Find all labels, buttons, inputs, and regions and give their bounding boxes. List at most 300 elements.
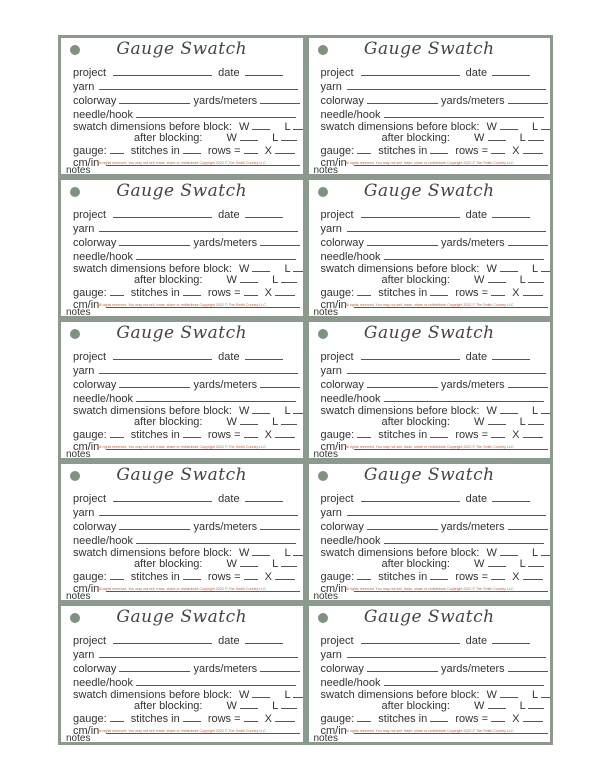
x-label: X (264, 429, 273, 441)
l-label: L (532, 121, 538, 133)
stitches-in-label: stitches in (130, 713, 180, 725)
gauge-stitches-field[interactable] (357, 143, 371, 154)
project-row (321, 207, 531, 222)
stitches-in-label: stitches in (378, 713, 428, 725)
project-label: project (320, 209, 354, 221)
stitches-in-field[interactable] (430, 427, 448, 438)
swatch-before-label: swatch dimensions before block: (73, 121, 232, 133)
after-blocking-label: after blocking: (381, 700, 450, 712)
after-width-field[interactable] (240, 698, 258, 709)
needle-field[interactable] (136, 249, 296, 260)
notes-label: notes (66, 165, 91, 176)
card-title: Gauge Swatch (363, 323, 495, 343)
before-width-field[interactable] (500, 119, 518, 130)
stitches-in-field[interactable] (430, 285, 448, 296)
w-label: W (226, 274, 237, 286)
yards-meters-label: yards/meters (193, 521, 258, 533)
gauge-stitches-field[interactable] (357, 427, 371, 438)
x-field[interactable] (523, 143, 543, 154)
before-width-field[interactable] (252, 261, 270, 272)
colorway-row (73, 519, 300, 534)
yarn-row (73, 505, 298, 520)
stitches-in-field[interactable] (183, 427, 201, 438)
swatch-before-label: swatch dimensions before block: (73, 263, 232, 275)
yarn-row (73, 363, 298, 378)
gauge-swatch-card-3 (58, 177, 306, 319)
yards-meters-field[interactable] (508, 93, 548, 104)
yarn-label: yarn (320, 365, 342, 377)
before-length-field[interactable] (541, 545, 553, 556)
date-field[interactable] (492, 491, 530, 502)
swatch-before-label: swatch dimensions before block: (73, 547, 232, 559)
swatch-before-label: swatch dimensions before block: (320, 689, 480, 701)
rows-field[interactable] (244, 569, 258, 580)
yarn-field[interactable] (347, 221, 546, 232)
stitches-in-field[interactable] (430, 711, 448, 722)
after-width-field[interactable] (488, 272, 506, 283)
before-length-field[interactable] (541, 687, 553, 698)
rows-label: rows = (455, 287, 489, 299)
date-field[interactable] (492, 65, 530, 76)
date-field[interactable] (245, 491, 283, 502)
stitches-in-field[interactable] (430, 569, 448, 580)
before-width-field[interactable] (252, 119, 270, 130)
colorway-label: colorway (73, 521, 117, 533)
project-row (321, 633, 531, 648)
colorway-field[interactable] (119, 661, 190, 672)
project-field[interactable] (361, 349, 460, 360)
gauge-swatch-card-7 (58, 461, 306, 603)
gauge-stitches-field[interactable] (357, 711, 371, 722)
after-length-field[interactable] (528, 698, 544, 709)
date-field[interactable] (245, 633, 283, 644)
gauge-swatch-card-2 (306, 35, 554, 177)
after-length-field[interactable] (281, 698, 297, 709)
after-length-field[interactable] (281, 414, 297, 425)
w-label: W (486, 263, 497, 275)
date-field[interactable] (492, 349, 530, 360)
after-blocking-label: after blocking: (134, 132, 203, 144)
yarn-label: yarn (320, 223, 342, 235)
before-width-field[interactable] (500, 687, 518, 698)
project-field[interactable] (361, 65, 460, 76)
l-label: L (284, 547, 291, 559)
gauge-label: gauge: (73, 713, 107, 725)
date-field[interactable] (245, 207, 283, 218)
colorway-row (321, 661, 548, 676)
yards-meters-label: yards/meters (441, 379, 505, 391)
stitches-in-field[interactable] (183, 285, 201, 296)
rows-field[interactable] (491, 569, 505, 580)
needle-label: needle/hook (320, 535, 381, 547)
needle-field[interactable] (384, 533, 544, 544)
x-label: X (512, 713, 520, 725)
colorway-label: colorway (320, 237, 364, 249)
card-title: Gauge Swatch (116, 323, 248, 343)
project-field[interactable] (113, 349, 212, 360)
after-width-field[interactable] (240, 130, 258, 141)
colorway-row (321, 377, 548, 392)
needle-label: needle/hook (320, 109, 381, 121)
w-label: W (239, 405, 250, 417)
yarn-field[interactable] (99, 647, 298, 658)
x-label: X (512, 145, 520, 157)
after-blocking-label: after blocking: (134, 274, 203, 286)
gauge-label: gauge: (320, 713, 355, 725)
after-length-field[interactable] (281, 556, 297, 567)
w-label: W (474, 416, 485, 428)
rows-field[interactable] (491, 711, 505, 722)
l-label: L (519, 132, 526, 144)
w-label: W (239, 121, 250, 133)
rows-field[interactable] (244, 143, 258, 154)
x-label: X (264, 571, 273, 583)
yarn-label: yarn (73, 365, 95, 377)
cm-in-label: cm/in (73, 441, 100, 453)
l-label: L (532, 689, 538, 701)
yards-meters-field[interactable] (260, 377, 300, 388)
stitches-in-label: stitches in (130, 287, 180, 299)
after-blocking-label: after blocking: (381, 132, 450, 144)
colorway-row (73, 235, 300, 250)
project-row (73, 349, 283, 364)
project-row (73, 633, 283, 648)
colorway-row (321, 519, 548, 534)
before-length-field[interactable] (293, 119, 305, 130)
colorway-field[interactable] (367, 519, 438, 530)
before-length-field[interactable] (293, 687, 305, 698)
stitches-in-field[interactable] (183, 143, 201, 154)
swatch-before-label: swatch dimensions before block: (320, 405, 480, 417)
card-title: Gauge Swatch (363, 39, 495, 59)
after-width-field[interactable] (240, 414, 258, 425)
after-length-field[interactable] (281, 272, 297, 283)
project-row (73, 207, 283, 222)
before-length-field[interactable] (541, 261, 553, 272)
needle-field[interactable] (136, 391, 296, 402)
yards-meters-label: yards/meters (193, 237, 258, 249)
gauge-swatch-card-9 (58, 603, 306, 745)
needle-label: needle/hook (73, 535, 133, 547)
x-label: X (264, 287, 273, 299)
needle-label: needle/hook (320, 677, 381, 689)
yards-meters-label: yards/meters (441, 663, 505, 675)
before-width-field[interactable] (252, 687, 270, 698)
after-width-field[interactable] (488, 130, 506, 141)
copyright-notice: All rights reserved. You may not sell, trade, share or redistribute Copyright 2022 © The Smith Country LLC (97, 303, 267, 307)
notes-label: notes (66, 733, 91, 744)
date-field[interactable] (492, 633, 530, 644)
yarn-label: yarn (73, 649, 95, 661)
yards-meters-field[interactable] (260, 93, 300, 104)
yards-meters-label: yards/meters (441, 237, 505, 249)
x-field[interactable] (523, 569, 543, 580)
yarn-field[interactable] (347, 79, 546, 90)
colorway-label: colorway (320, 663, 364, 675)
yarn-row (321, 221, 546, 236)
yarn-field[interactable] (99, 79, 298, 90)
card-title: Gauge Swatch (363, 607, 495, 627)
x-field[interactable] (523, 285, 543, 296)
rows-field[interactable] (491, 427, 505, 438)
l-label: L (532, 547, 538, 559)
project-row (73, 491, 283, 506)
l-label: L (272, 700, 278, 712)
colorway-field[interactable] (367, 377, 438, 388)
needle-label: needle/hook (320, 251, 381, 263)
date-label: date (465, 635, 488, 647)
date-label: date (218, 209, 240, 221)
needle-label: needle/hook (320, 393, 381, 405)
yarn-field[interactable] (347, 647, 546, 658)
card-title: Gauge Swatch (363, 181, 495, 201)
notes-label: notes (313, 733, 338, 744)
needle-label: needle/hook (73, 677, 133, 689)
copyright-notice: All rights reserved. You may not sell, trade, share or redistribute Copyright 2022 © The Smith Country LLC (97, 445, 267, 449)
rows-label: rows = (207, 713, 241, 725)
date-field[interactable] (245, 349, 283, 360)
l-label: L (284, 121, 291, 133)
yards-meters-field[interactable] (508, 661, 548, 672)
after-width-field[interactable] (488, 414, 506, 425)
yards-meters-label: yards/meters (193, 95, 258, 107)
stitches-in-label: stitches in (378, 429, 428, 441)
date-field[interactable] (245, 65, 283, 76)
gauge-swatch-card-1 (58, 35, 306, 177)
needle-field[interactable] (136, 533, 296, 544)
gauge-stitches-field[interactable] (110, 569, 124, 580)
after-width-field[interactable] (240, 556, 258, 567)
yarn-field[interactable] (347, 363, 546, 374)
rows-label: rows = (207, 571, 241, 583)
project-label: project (320, 493, 354, 505)
before-width-field[interactable] (500, 545, 518, 556)
after-width-field[interactable] (488, 698, 506, 709)
project-row (321, 349, 531, 364)
gauge-stitches-field[interactable] (110, 711, 124, 722)
project-field[interactable] (361, 207, 460, 218)
project-label: project (73, 351, 107, 363)
w-label: W (226, 132, 237, 144)
colorway-field[interactable] (367, 661, 438, 672)
after-length-field[interactable] (528, 556, 544, 567)
gauge-label: gauge: (320, 429, 355, 441)
gauge-label: gauge: (73, 429, 107, 441)
rows-label: rows = (207, 287, 241, 299)
x-field[interactable] (275, 569, 295, 580)
project-field[interactable] (361, 633, 460, 644)
yards-meters-label: yards/meters (193, 663, 258, 675)
needle-field[interactable] (136, 107, 296, 118)
x-label: X (264, 713, 273, 725)
gauge-stitches-field[interactable] (357, 569, 371, 580)
stitches-in-field[interactable] (430, 143, 448, 154)
colorway-field[interactable] (367, 93, 438, 104)
copyright-notice: All rights reserved. You may not sell, trade, share or redistribute Copyright 2022 © The Smith Country LLC (344, 729, 514, 733)
before-length-field[interactable] (293, 545, 305, 556)
l-label: L (519, 700, 526, 712)
colorway-field[interactable] (367, 235, 438, 246)
w-label: W (486, 405, 497, 417)
after-blocking-label: after blocking: (381, 416, 450, 428)
gauge-swatch-card-5 (58, 319, 306, 461)
date-field[interactable] (492, 207, 530, 218)
after-blocking-label: after blocking: (134, 700, 203, 712)
before-length-field[interactable] (293, 261, 305, 272)
w-label: W (226, 416, 237, 428)
yarn-label: yarn (73, 81, 95, 93)
colorway-field[interactable] (119, 519, 190, 530)
project-field[interactable] (361, 491, 460, 502)
yards-meters-field[interactable] (260, 235, 300, 246)
before-width-field[interactable] (500, 403, 518, 414)
project-field[interactable] (113, 207, 212, 218)
yards-meters-field[interactable] (260, 661, 300, 672)
yarn-label: yarn (320, 507, 342, 519)
after-blocking-label: after blocking: (134, 558, 203, 570)
rows-field[interactable] (244, 427, 258, 438)
gauge-stitches-field[interactable] (357, 285, 371, 296)
after-length-field[interactable] (528, 414, 544, 425)
needle-field[interactable] (384, 107, 544, 118)
project-row (321, 65, 531, 80)
before-length-field[interactable] (541, 403, 553, 414)
x-field[interactable] (275, 143, 295, 154)
after-blocking-label: after blocking: (381, 558, 450, 570)
project-field[interactable] (113, 633, 212, 644)
colorway-label: colorway (73, 237, 117, 249)
x-field[interactable] (523, 427, 543, 438)
after-length-field[interactable] (528, 272, 544, 283)
colorway-row (321, 235, 548, 250)
date-label: date (465, 493, 488, 505)
after-width-field[interactable] (488, 556, 506, 567)
gauge-label: gauge: (320, 287, 355, 299)
needle-label: needle/hook (73, 251, 133, 263)
yards-meters-field[interactable] (508, 235, 548, 246)
before-width-field[interactable] (252, 545, 270, 556)
gauge-stitches-field[interactable] (110, 143, 124, 154)
cm-in-label: cm/in (320, 157, 347, 169)
card-title: Gauge Swatch (116, 181, 248, 201)
after-length-field[interactable] (528, 130, 544, 141)
l-label: L (519, 274, 526, 286)
rows-label: rows = (455, 429, 489, 441)
yarn-field[interactable] (99, 505, 298, 516)
gauge-swatch-card-6 (306, 319, 554, 461)
w-label: W (239, 689, 250, 701)
before-width-field[interactable] (500, 261, 518, 272)
before-width-field[interactable] (252, 403, 270, 414)
l-label: L (284, 689, 291, 701)
yarn-row (321, 79, 546, 94)
l-label: L (532, 405, 538, 417)
l-label: L (272, 274, 278, 286)
copyright-notice: All rights reserved. You may not sell, trade, share or redistribute Copyright 2022 © The Smith Country LLC (344, 161, 514, 165)
colorway-label: colorway (73, 379, 117, 391)
w-label: W (474, 558, 485, 570)
l-label: L (284, 405, 291, 417)
l-label: L (272, 558, 278, 570)
copyright-notice: All rights reserved. You may not sell, trade, share or redistribute Copyright 2022 © The Smith Country LLC (97, 161, 267, 165)
yarn-field[interactable] (347, 505, 546, 516)
gauge-label: gauge: (73, 571, 107, 583)
colorway-row (73, 93, 300, 108)
project-field[interactable] (113, 65, 212, 76)
yarn-field[interactable] (99, 363, 298, 374)
colorway-label: colorway (320, 379, 364, 391)
needle-field[interactable] (136, 675, 296, 686)
rows-field[interactable] (491, 143, 505, 154)
colorway-label: colorway (320, 95, 364, 107)
gauge-label: gauge: (73, 287, 107, 299)
copyright-notice: All rights reserved. You may not sell, trade, share or redistribute Copyright 2022 © The Smith Country LLC (344, 303, 514, 307)
rows-label: rows = (207, 145, 241, 157)
yards-meters-field[interactable] (508, 377, 548, 388)
stitches-in-field[interactable] (183, 711, 201, 722)
card-title: Gauge Swatch (116, 39, 248, 59)
stitches-in-label: stitches in (130, 429, 180, 441)
gauge-label: gauge: (320, 571, 355, 583)
l-label: L (272, 416, 278, 428)
project-label: project (320, 635, 354, 647)
after-width-field[interactable] (240, 272, 258, 283)
colorway-field[interactable] (119, 235, 190, 246)
colorway-field[interactable] (119, 93, 190, 104)
x-field[interactable] (275, 285, 295, 296)
x-label: X (512, 429, 520, 441)
after-length-field[interactable] (281, 130, 297, 141)
yarn-row (321, 505, 546, 520)
stitches-in-label: stitches in (378, 145, 428, 157)
yards-meters-field[interactable] (508, 519, 548, 530)
x-field[interactable] (523, 711, 543, 722)
rows-label: rows = (455, 713, 489, 725)
notes-label: notes (313, 165, 338, 176)
gauge-swatch-card-4 (306, 177, 554, 319)
stitches-in-field[interactable] (183, 569, 201, 580)
gauge-stitches-field[interactable] (110, 427, 124, 438)
yards-meters-field[interactable] (260, 519, 300, 530)
before-length-field[interactable] (293, 403, 305, 414)
x-field[interactable] (275, 711, 295, 722)
x-field[interactable] (275, 427, 295, 438)
before-length-field[interactable] (541, 119, 553, 130)
project-label: project (73, 635, 107, 647)
needle-field[interactable] (384, 675, 544, 686)
project-label: project (73, 209, 107, 221)
needle-field[interactable] (384, 249, 544, 260)
yarn-label: yarn (73, 507, 95, 519)
w-label: W (486, 121, 497, 133)
project-row (321, 491, 531, 506)
needle-field[interactable] (384, 391, 544, 402)
rows-field[interactable] (491, 285, 505, 296)
rows-field[interactable] (244, 285, 258, 296)
notes-label: notes (66, 449, 91, 460)
card-title: Gauge Swatch (363, 465, 495, 485)
stitches-in-label: stitches in (130, 571, 180, 583)
colorway-row (73, 377, 300, 392)
yards-meters-label: yards/meters (441, 95, 505, 107)
project-field[interactable] (113, 491, 212, 502)
gauge-swatch-sheet (58, 35, 553, 745)
yards-meters-label: yards/meters (193, 379, 258, 391)
gauge-stitches-field[interactable] (110, 285, 124, 296)
colorway-field[interactable] (119, 377, 190, 388)
yarn-field[interactable] (99, 221, 298, 232)
rows-field[interactable] (244, 711, 258, 722)
